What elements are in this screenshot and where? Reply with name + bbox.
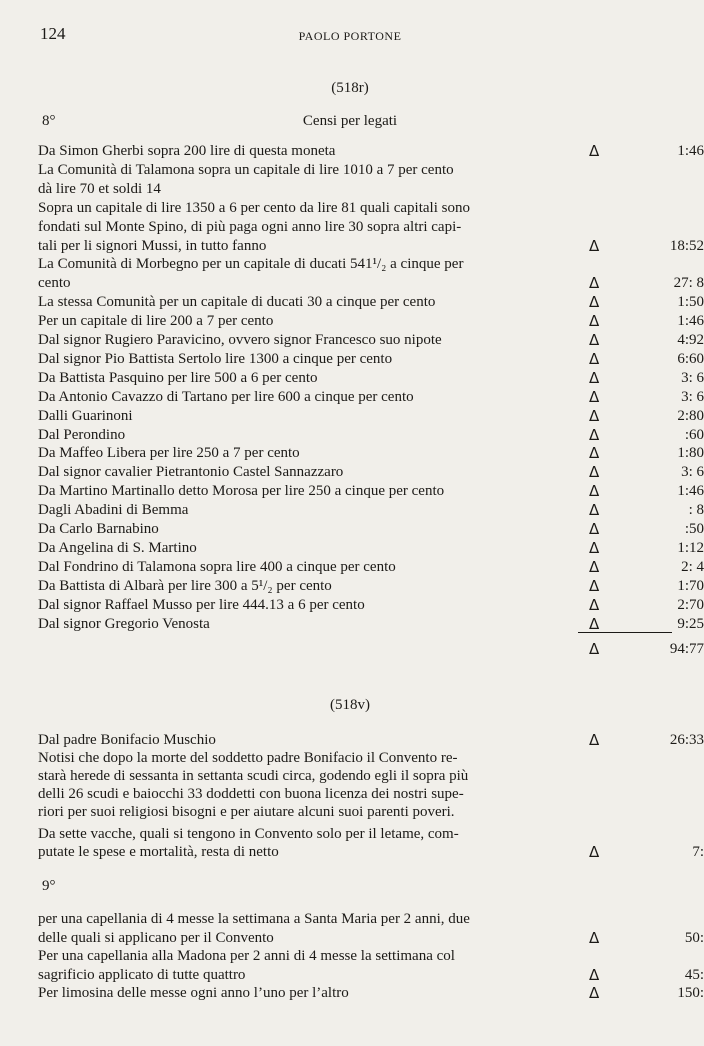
delta-mark: Δ <box>589 614 600 633</box>
delta-mark: Δ <box>589 984 600 1002</box>
entry-text: La Comunità di Morbegno per un capitale di ducati 541¹/₂ a cinque per <box>38 256 464 273</box>
entry-amount: 4:92 <box>677 332 704 348</box>
entry-amount: 45: <box>684 966 704 983</box>
delta-mark: Δ <box>589 274 600 293</box>
delta-mark: Δ <box>589 236 600 255</box>
entry-text: Dal padre Bonifacio Muschio <box>38 732 216 748</box>
entry-text: fondati sul Monte Spino, di più paga ogni anno lire 30 sopra altri capi- <box>38 218 462 235</box>
entry-text: per una capellania di 4 messe la settimana a Santa Maria per 2 anni, due <box>38 911 470 927</box>
delta-mark: Δ <box>589 463 600 482</box>
delta-mark: Δ <box>589 387 600 406</box>
entry-text: Dal signor Gregorio Venosta <box>38 615 210 632</box>
note-line: riori per suoi religiosi bisogni e per aiutare alcuni suoi parenti poveri. <box>38 804 455 820</box>
entry-amount: 1:50 <box>677 294 704 311</box>
note-line: starà herede di sessanta in settanta scudi circa, godendo egli il sopra più <box>38 768 469 784</box>
delta-mark: Δ <box>589 965 600 984</box>
delta-mark: Δ <box>589 406 600 425</box>
delta-mark: Δ <box>589 843 600 861</box>
entry-text: Dal signor cavalier Pietrantonio Castel Sannazzaro <box>38 464 344 481</box>
entry-text: tali per li signori Mussi, in tutto fanno <box>38 237 267 254</box>
folio-heading-518v: (518v) <box>330 697 370 713</box>
entry-text: Per un capitale di lire 200 a 7 per cento <box>38 313 274 330</box>
entry-text: Per limosina delle messe ogni anno l’uno per l’altro <box>38 985 349 1001</box>
total-amount: 94:77 <box>669 641 704 657</box>
delta-mark: Δ <box>589 142 600 160</box>
delta-mark: Δ <box>589 349 600 368</box>
entry-amount: 1:46 <box>677 483 704 500</box>
entry-amount: 27: 8 <box>673 275 704 292</box>
section-title: Censi per legati <box>302 113 398 129</box>
entry-text: Da Simon Gherbi sopra 200 lire di questa moneta <box>38 143 336 159</box>
entry-text: delle quali si applicano per il Convento <box>38 929 274 946</box>
page-number: 124 <box>40 24 66 43</box>
delta-mark: Δ <box>589 293 600 312</box>
delta-mark: Δ <box>589 640 600 658</box>
entry-text: Dagli Abadini di Bemma <box>38 502 189 519</box>
entry-amount: 2:70 <box>677 596 704 613</box>
entry-amount: :60 <box>684 426 704 443</box>
entry-text: Da Angelina di S. Martino <box>38 539 197 556</box>
entry-text: Da Martino Martinallo detto Morosa per lire 250 a cinque per cento <box>38 483 445 500</box>
delta-mark: Δ <box>589 312 600 331</box>
entry-text: cento <box>38 275 71 292</box>
delta-mark: Δ <box>589 482 600 501</box>
entry-amount: 18:52 <box>669 237 704 254</box>
entry-text: Da Battista di Albarà per lire 300 a 5¹/₂ per cento <box>38 577 332 594</box>
entry-amount: 1:46 <box>677 313 704 330</box>
entry-text: Per una capellania alla Madona per 2 anni di 4 messe la settimana col <box>38 948 455 964</box>
delta-mark: Δ <box>589 425 600 444</box>
entry-text: Da Carlo Barnabino <box>38 521 159 537</box>
entry-text: Sopra un capitale di lire 1350 a 6 per cento da lire 81 quali capitali sono <box>38 199 470 216</box>
entry-amount: : 8 <box>688 502 704 519</box>
delta-mark: Δ <box>589 520 600 538</box>
cows-amount: 7: <box>692 844 704 860</box>
entry-text: dà lire 70 et soldi 14 <box>38 180 161 197</box>
section-number-9: 9° <box>42 878 56 894</box>
entry-text: Da Maffeo Libera per lire 250 a 7 per cento <box>38 445 300 462</box>
entry-amount: 6:60 <box>677 350 704 367</box>
entry-amount: 2: 4 <box>681 558 704 575</box>
delta-mark: Δ <box>589 331 600 349</box>
entry-text: Dal signor Rugiero Paravicino, ovvero signor Francesco suo nipote <box>38 332 442 348</box>
entry-text: Dal signor Pio Battista Sertolo lire 1300 a cinque per cento <box>38 350 393 367</box>
delta-mark: Δ <box>589 595 600 614</box>
entry-text: Dal signor Raffael Musso per lire 444.13 a 6 per cento <box>38 596 365 613</box>
entry-text: Dal Fondrino di Talamona sopra lire 400 a cinque per cento <box>38 558 396 575</box>
entry-amount: 2:80 <box>677 407 704 424</box>
total-rule <box>578 632 672 633</box>
cows-line: putate le spese e mortalità, resta di netto <box>38 844 279 860</box>
entry-amount: 26:33 <box>669 732 704 748</box>
entry-amount: 150: <box>677 985 704 1001</box>
note-paragraph <box>38 749 578 821</box>
entry-amount: 3: 6 <box>681 464 704 481</box>
delta-mark: Δ <box>589 928 600 947</box>
entry-text: La stessa Comunità per un capitale di ducati 30 a cinque per cento <box>38 294 436 311</box>
cows-line: Da sette vacche, quali si tengono in Convento solo per il letame, com- <box>38 826 459 842</box>
entry-amount: 1:80 <box>677 445 704 462</box>
delta-mark: Δ <box>589 731 600 749</box>
entry-amount: 1:70 <box>677 577 704 594</box>
folio-heading-518r: (518r) <box>331 80 369 96</box>
entry-amount: 3: 6 <box>681 369 704 386</box>
note-line: delli 26 scudi e baiocchi 33 doddetti con buona licenza dei nostri supe- <box>38 786 464 802</box>
entry-amount: 1:46 <box>677 143 704 159</box>
entry-amount: :50 <box>684 521 704 537</box>
cows-paragraph <box>38 825 578 861</box>
delta-mark: Δ <box>589 368 600 387</box>
entry-amount: 1:12 <box>677 539 704 556</box>
entry-amount: 9:25 <box>677 615 704 632</box>
entry-amount: 50: <box>684 929 704 946</box>
entry-text: Dalli Guarinoni <box>38 407 133 424</box>
entry-text: sagrificio applicato di tutte quattro <box>38 966 246 983</box>
entry-text: La Comunità di Talamona sopra un capitale di lire 1010 a 7 per cento <box>38 161 454 178</box>
delta-mark: Δ <box>589 501 600 520</box>
entry-text: Da Antonio Cavazzo di Tartano per lire 600 a cinque per cento <box>38 388 414 405</box>
running-title: PAOLO PORTONE <box>298 29 402 43</box>
delta-mark: Δ <box>589 538 600 557</box>
delta-mark: Δ <box>589 557 600 576</box>
delta-mark: Δ <box>589 576 600 595</box>
entry-text: Dal Perondino <box>38 426 126 443</box>
entry-text: Da Battista Pasquino per lire 500 a 6 per cento <box>38 369 318 386</box>
note-line: Notisi che dopo la morte del soddetto padre Bonifacio il Convento re- <box>38 750 458 766</box>
delta-mark: Δ <box>589 444 600 463</box>
section-number-8: 8° <box>42 113 56 129</box>
entry-amount: 3: 6 <box>681 388 704 405</box>
